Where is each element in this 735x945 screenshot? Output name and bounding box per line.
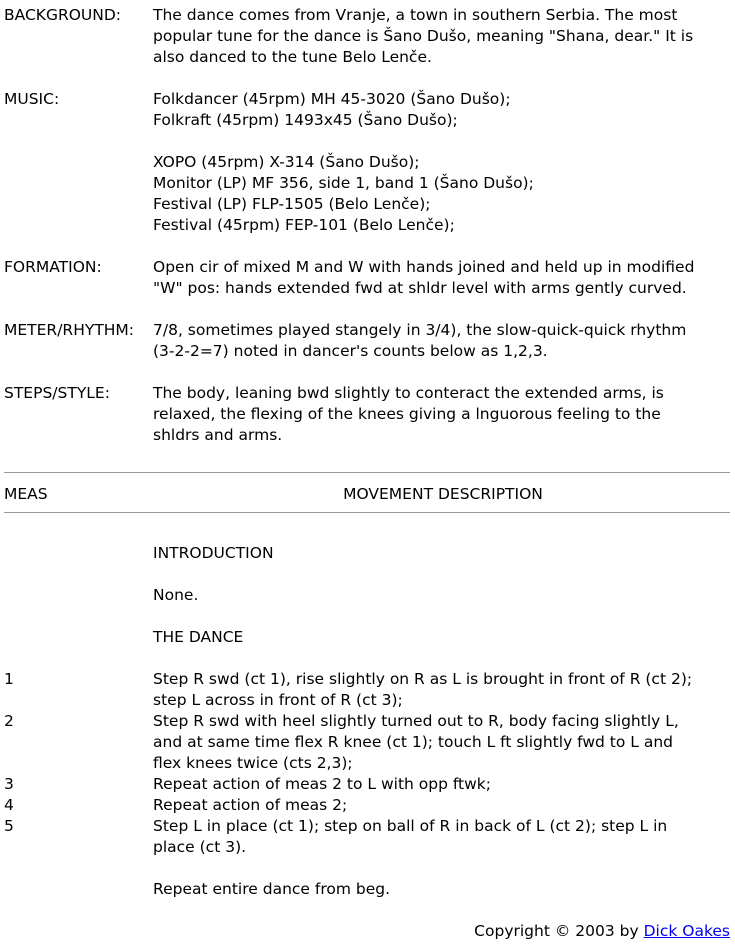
- intro-heading: INTRODUCTION: [153, 544, 274, 562]
- measure-line: Repeat action of meas 2 to L with opp ftwk;: [153, 775, 492, 793]
- meter-text: [153, 320, 733, 362]
- measure-line: Step L in place (ct 1); step on ball of R in back of L (ct 2); step L in: [153, 817, 668, 835]
- meter-line: 7/8, sometimes played stangely in 3/4), the slow-quick-quick rhythm: [153, 321, 687, 339]
- background-line: also danced to the tune Belo Lenče.: [153, 48, 432, 66]
- steps-line: The body, leaning bwd slightly to conteract the extended arms, is: [153, 384, 664, 402]
- measure-number: 3: [4, 775, 14, 793]
- background-line: popular tune for the dance is Šano Dušo, meaning "Shana, dear." It is: [153, 27, 694, 45]
- measure-line: Step R swd (ct 1), rise slightly on R as L is brought in front of R (ct 2);: [153, 670, 693, 688]
- description-header: MOVEMENT DESCRIPTION: [343, 485, 543, 503]
- copyright-text: Copyright © 2003 by: [474, 922, 639, 940]
- dance-heading: THE DANCE: [153, 628, 244, 646]
- measure-number: 4: [4, 796, 14, 814]
- background-text: [153, 5, 733, 68]
- top-divider: [4, 472, 730, 473]
- music-text: [153, 89, 733, 236]
- steps-line: relaxed, the flexing of the knees giving a lnguorous feeling to the: [153, 405, 661, 423]
- formation-label: FORMATION:: [4, 258, 102, 276]
- music-label: MUSIC:: [4, 90, 60, 108]
- measure-text: [153, 795, 733, 816]
- measure-number: 2: [4, 712, 14, 730]
- measure-line: and at same time flex R knee (ct 1); touch L ft slightly fwd to L and: [153, 733, 674, 751]
- music-line: Folkdancer (45rpm) MH 45-3020 (Šano Dušo);: [153, 90, 511, 108]
- music-line: Festival (LP) FLP-1505 (Belo Lenče);: [153, 195, 431, 213]
- intro-text: None.: [153, 586, 199, 604]
- measure-text: [153, 816, 733, 858]
- meas-header: MEAS: [4, 485, 48, 503]
- measure-text: [153, 669, 733, 711]
- meter-line: (3-2-2=7) noted in dancer's counts below as 1,2,3.: [153, 342, 548, 360]
- music-line: Monitor (LP) MF 356, side 1, band 1 (Šano Dušo);: [153, 174, 534, 192]
- author-link[interactable]: Dick Oakes: [643, 922, 730, 940]
- background-line: The dance comes from Vranje, a town in southern Serbia. The most: [153, 6, 678, 24]
- measure-line: step L across in front of R (ct 3);: [153, 691, 403, 709]
- steps-line: shldrs and arms.: [153, 426, 283, 444]
- measure-line: Step R swd with heel slightly turned out to R, body facing slightly L,: [153, 712, 679, 730]
- measure-number: 5: [4, 817, 14, 835]
- footer: [474, 921, 730, 942]
- measure-line: flex knees twice (cts 2,3);: [153, 754, 353, 772]
- steps-label: STEPS/STYLE:: [4, 384, 110, 402]
- measure-number: 1: [4, 670, 14, 688]
- measure-text: [153, 774, 733, 795]
- music-line: XOPO (45rpm) X-314 (Šano Dušo);: [153, 153, 420, 171]
- measure-text: [153, 711, 733, 774]
- measure-line: Repeat action of meas 2;: [153, 796, 348, 814]
- measure-line: place (ct 3).: [153, 838, 247, 856]
- bottom-divider: [4, 512, 730, 513]
- formation-line: "W" pos: hands extended fwd at shldr level with arms gently curved.: [153, 279, 687, 297]
- formation-line: Open cir of mixed M and W with hands joined and held up in modified: [153, 258, 695, 276]
- background-label: BACKGROUND:: [4, 6, 122, 24]
- steps-text: [153, 383, 733, 446]
- meter-label: METER/RHYTHM:: [4, 321, 135, 339]
- music-line: Festival (45rpm) FEP-101 (Belo Lenče);: [153, 216, 455, 234]
- music-line: Folkraft (45rpm) 1493x45 (Šano Dušo);: [153, 111, 458, 129]
- formation-text: [153, 257, 733, 299]
- closing-text: Repeat entire dance from beg.: [153, 880, 391, 898]
